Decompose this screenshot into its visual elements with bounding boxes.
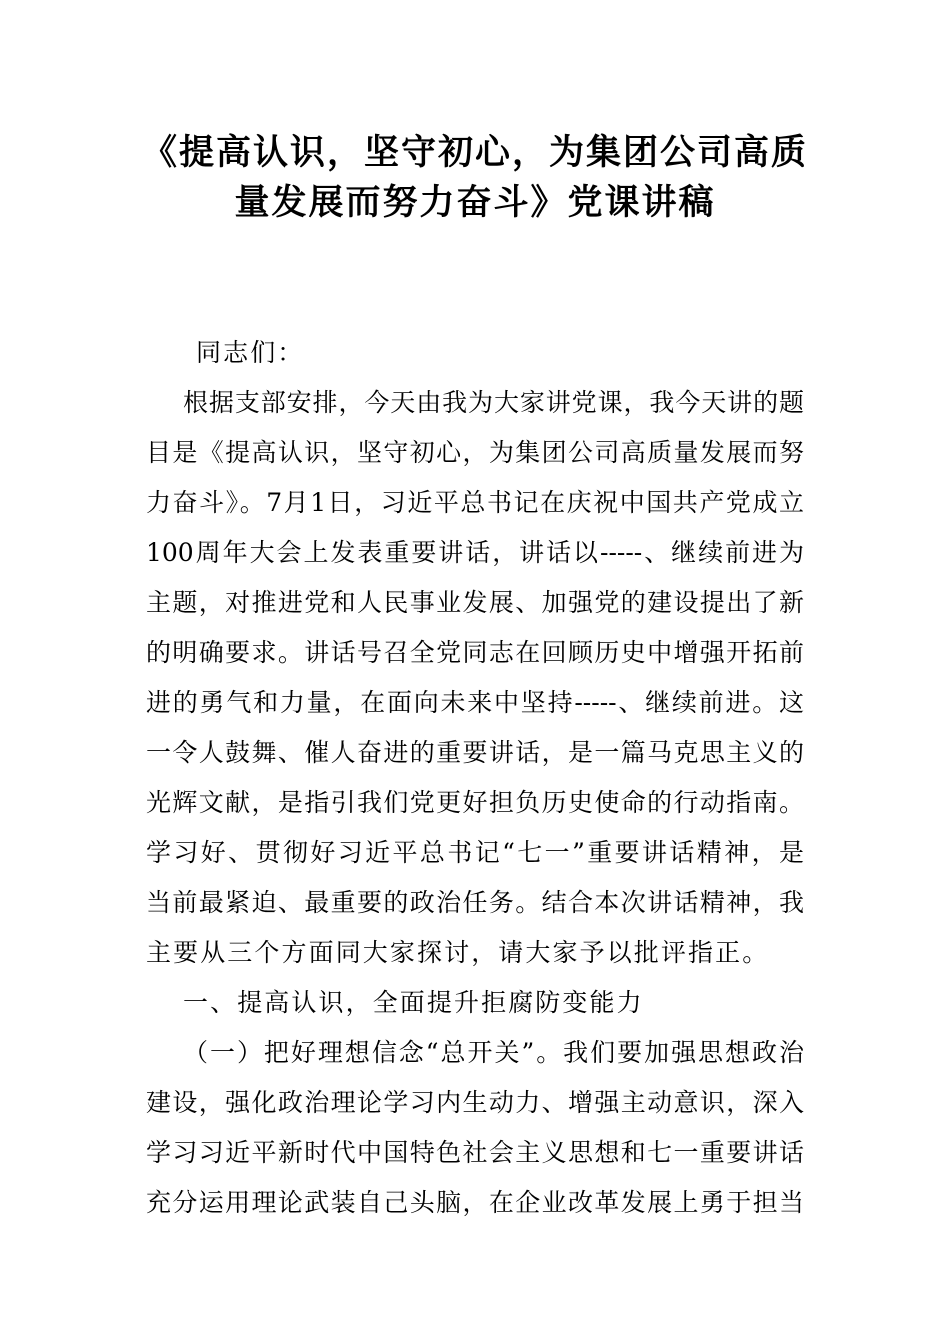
paragraph-line: 建设，强化政治理论学习内生动力、增强主动意识，深入 <box>146 1088 804 1117</box>
paragraph-line: 一令人鼓舞、催人奋进的重要讲话，是一篇马克思主义的 <box>146 738 804 767</box>
paragraph-line: 100周年大会上发表重要讲话，讲话以-----、继续前进为 <box>146 538 804 567</box>
paragraph-line: 根据支部安排，今天由我为大家讲党课，我今天讲的题 <box>183 388 804 417</box>
document-title-line-1: 《提高认识，坚守初心，为集团公司高质 <box>141 133 808 173</box>
salutation: 同志们： <box>196 338 305 367</box>
paragraph-line: 学习好、贯彻好习近平总书记“七一”重要讲话精神，是 <box>146 838 804 867</box>
paragraph-line: 主要从三个方面同大家探讨，请大家予以批评指正。 <box>146 938 770 967</box>
paragraph-line: 充分运用理论武装自己头脑，在企业改革发展上勇于担当 <box>146 1188 804 1217</box>
paragraph-line: 当前最紧迫、最重要的政治任务。结合本次讲话精神，我 <box>146 888 804 917</box>
paragraph-line: 学习习近平新时代中国特色社会主义思想和七一重要讲话 <box>146 1138 804 1167</box>
paragraph-line: 力奋斗》。7月1日，习近平总书记在庆祝中国共产党成立 <box>146 488 804 517</box>
paragraph-line: 主题，对推进党和人民事业发展、加强党的建设提出了新 <box>146 588 804 617</box>
paragraph-line: 进的勇气和力量，在面向未来中坚持-----、继续前进。这 <box>146 688 804 717</box>
paragraph-line: 的明确要求。讲话号召全党同志在回顾历史中增强开拓前 <box>146 638 804 667</box>
paragraph-line: （一）把好理想信念“总开关”。我们要加强思想政治 <box>183 1038 804 1067</box>
paragraph-line: 光辉文献，是指引我们党更好担负历史使命的行动指南。 <box>146 788 804 817</box>
document-title-line-2: 量发展而努力奋斗》党课讲稿 <box>234 183 716 223</box>
section-heading: 一、提高认识，全面提升拒腐防变能力 <box>183 988 644 1017</box>
paragraph-line: 目是《提高认识，坚守初心，为集团公司高质量发展而努 <box>146 438 804 467</box>
